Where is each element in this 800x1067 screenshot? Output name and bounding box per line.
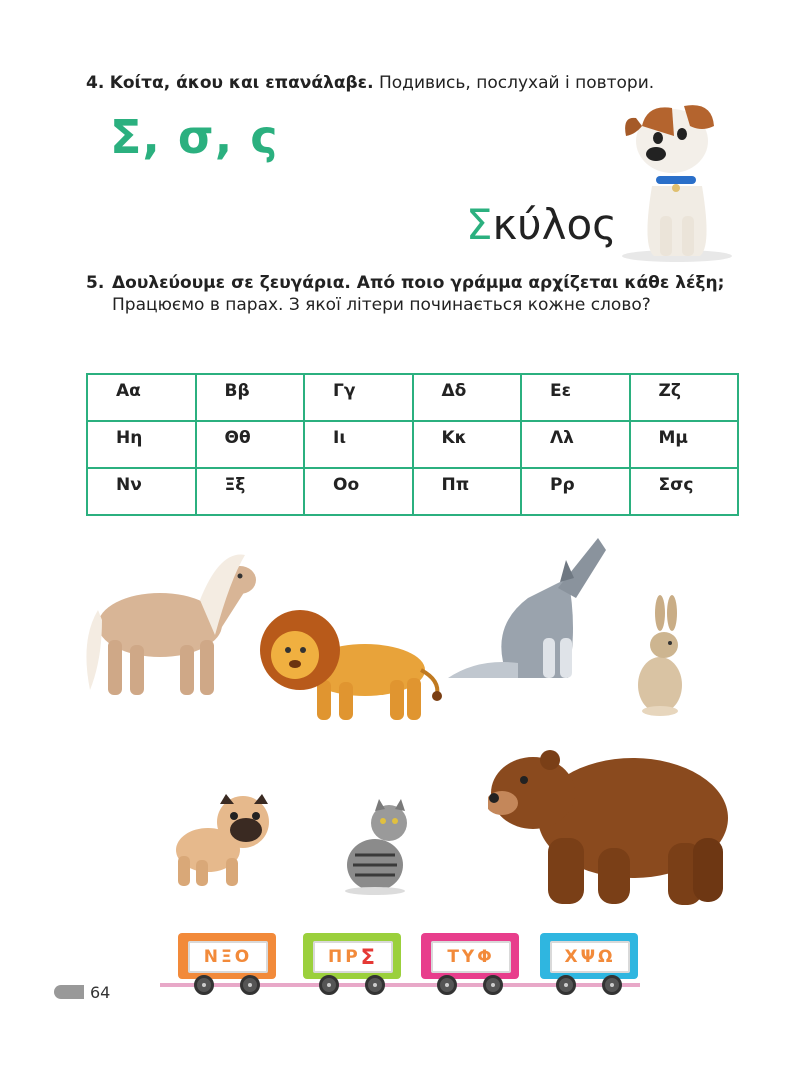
table-cell: Μμ bbox=[630, 421, 739, 468]
train-wagon-2 bbox=[303, 933, 401, 979]
cat-illustration bbox=[335, 795, 420, 895]
wagon-letters: ΝΞΟ bbox=[188, 941, 268, 973]
table-cell: Λλ bbox=[521, 421, 630, 468]
table-cell: Ξξ bbox=[196, 468, 305, 515]
wolf-illustration bbox=[448, 538, 608, 688]
table-cell: Ιι bbox=[304, 421, 413, 468]
exercise-5-ukrainian: Працюємо в парах. З якої літери починається кожне слово? bbox=[112, 295, 651, 315]
table-row bbox=[87, 374, 738, 421]
table-cell: Ππ bbox=[413, 468, 522, 515]
train-wagon-4 bbox=[540, 933, 638, 979]
sigma-letters: Σ, σ, ς bbox=[110, 110, 279, 164]
table-cell: Κκ bbox=[413, 421, 522, 468]
wheel-icon bbox=[194, 975, 214, 995]
dog-illustration bbox=[612, 96, 742, 266]
lion-illustration bbox=[255, 600, 445, 730]
example-word bbox=[466, 200, 617, 249]
exercise-5-instruction bbox=[86, 272, 726, 316]
table-row bbox=[87, 468, 738, 515]
rabbit-illustration bbox=[630, 595, 690, 720]
wagon-letters: ΧΨΩ bbox=[550, 941, 630, 973]
exercise-4-ukrainian: Подивись, послухай і повтори. bbox=[379, 73, 655, 93]
alphabet-table bbox=[86, 373, 739, 516]
table-cell: Ρρ bbox=[521, 468, 630, 515]
bear-illustration bbox=[488, 738, 738, 908]
wheel-icon bbox=[602, 975, 622, 995]
table-cell: Εε bbox=[521, 374, 630, 421]
train-wagon-1 bbox=[178, 933, 276, 979]
pug-illustration bbox=[168, 790, 278, 890]
table-cell: Οο bbox=[304, 468, 413, 515]
page-number-tab bbox=[54, 985, 84, 999]
wheel-icon bbox=[437, 975, 457, 995]
example-word-rest: κύλος bbox=[492, 200, 617, 249]
exercise-4-number: 4. bbox=[86, 73, 105, 93]
page-number: 64 bbox=[90, 983, 111, 1002]
table-cell: Ββ bbox=[196, 374, 305, 421]
table-cell: Σσς bbox=[630, 468, 739, 515]
wheel-icon bbox=[556, 975, 576, 995]
table-cell: Νν bbox=[87, 468, 196, 515]
wheel-icon bbox=[365, 975, 385, 995]
exercise-4-instruction bbox=[86, 72, 654, 94]
table-cell: Ζζ bbox=[630, 374, 739, 421]
wheel-icon bbox=[483, 975, 503, 995]
table-cell: Γγ bbox=[304, 374, 413, 421]
wagon-letters-main: ΠΡ bbox=[327, 947, 361, 967]
exercise-4-greek: Κοίτα, άκου και επανάλαβε. bbox=[109, 73, 374, 93]
train-wagon-3 bbox=[421, 933, 519, 979]
table-cell: Ηη bbox=[87, 421, 196, 468]
wagon-letters bbox=[313, 941, 393, 973]
wagon-letters: ΤΥΦ bbox=[431, 941, 511, 973]
example-word-first-letter: Σ bbox=[466, 200, 493, 249]
wheel-icon bbox=[319, 975, 339, 995]
wagon-letter-highlight: Σ bbox=[360, 945, 379, 969]
pony-illustration bbox=[80, 540, 260, 700]
wheel-icon bbox=[240, 975, 260, 995]
table-row bbox=[87, 421, 738, 468]
exercise-5-number: 5. bbox=[86, 273, 105, 293]
table-cell: Θθ bbox=[196, 421, 305, 468]
exercise-5-greek: Δουλεύουμε σε ζευγάρια. Από ποιο γράμμα αρχίζεται κάθε λέξη; bbox=[112, 273, 725, 293]
table-cell: Δδ bbox=[413, 374, 522, 421]
table-cell: Αα bbox=[87, 374, 196, 421]
